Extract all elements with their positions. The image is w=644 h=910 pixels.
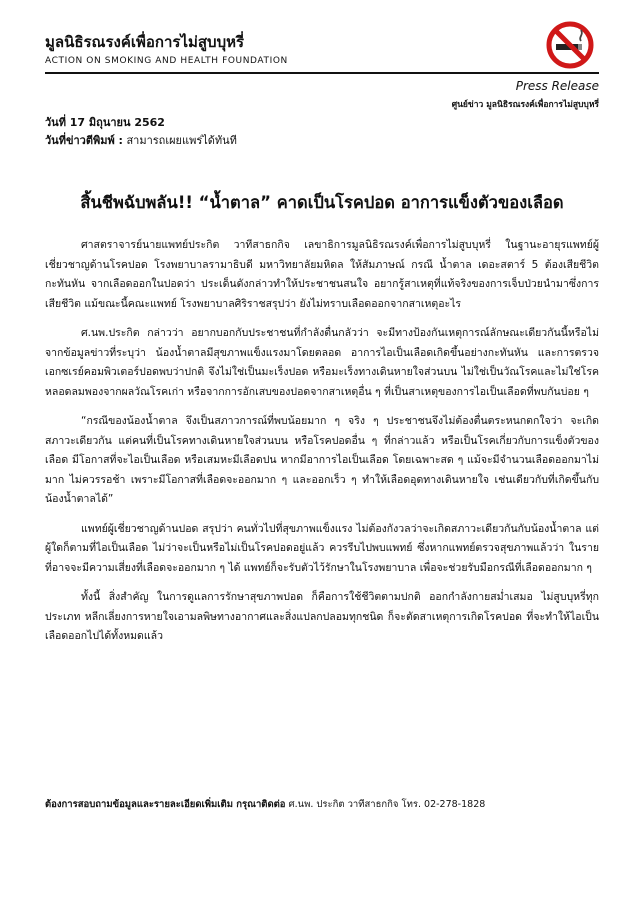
no-smoking-icon	[545, 20, 595, 70]
contact-value: ศ.นพ. ประกิต วาทีสาธกกิจ โทร. 02-278-1828	[288, 799, 486, 810]
publish-date-label: วันที่ข่าวตีพิมพ์ :	[45, 134, 123, 147]
headline: สิ้นชีพฉับพลัน!! “น้ำตาล” คาดเป็นโรคปอด อาการแข็งตัวของเลือด	[80, 193, 564, 212]
contact-line	[45, 797, 604, 812]
press-release-label: Press Release	[515, 79, 599, 93]
contact-label: ต้องการสอบถามข้อมูลและรายละเอียดเพิ่มเติม กรุณาติดต่อ	[45, 799, 286, 810]
paragraph: ศ.นพ.ประกิต กล่าวว่า อยากบอกกับประชาชนที่กำลังตื่นกลัวว่า จะมีทางป้องกันเหตุการณ์ลักษณะเดียวกันนี้หรือไม่ จากข้อมูลข่าวที่ระบุว่า น้องน้ำตาลมีสุขภาพแข็งแรงมาโดยตลอด อาการไอเป็นเลือดเกิดขึ้นอย่างกะทันหัน และการตรวจเอกซเรย์คอมพิวเตอร์ปอดพบว่าปกติ จึงไม่ใช่เป็นมะเร็งปอด หรือมะเร็งทางเดินหายใจส่วนบน ไม่ใช่เป็นวัณโรคและไม่ใช่โรคหลอดลมพองจากผลวัณโรคเก่า หรือจากการอักเสบของปอดจากสาเหตุอื่น ๆ ที่เป็นสาเหตุของการไอเป็นเลือดที่พบกันบ่อย ๆ	[45, 327, 599, 398]
paragraph: ศาสตราจารย์นายแพทย์ประกิต วาทีสาธกกิจ เลขาธิการมูลนิธิรณรงค์เพื่อการไม่สูบบุหรี่ ในฐานะอายุรแพทย์ผู้เชี่ยวชาญด้านโรคปอด โรงพยาบาลรามาธิบดี มหาวิทยาลัยมหิดล ให้สัมภาษณ์ กรณี น้ำตาล เดอะสตาร์ 5 ต้องเสียชีวิตกะทันหัน จากเลือดออกในปอดว่า ประเด็นดังกล่าวทำให้ประชาชนสนใจ อยากรู้สาเหตุที่แท้จริงของการเจ็บป่วยนำมาซึ่งการเสียชีวิต แม้ขณะนี้คณะแพทย์ โรงพยาบาลศิริราชสรุปว่า ยังไม่ทราบเลือดออกจากสาเหตุอะไร	[45, 239, 599, 310]
paragraph: แพทย์ผู้เชี่ยวชาญด้านปอด สรุปว่า คนทั่วไปที่สุขภาพแข็งแรง ไม่ต้องกังวลว่าจะเกิดสภาวะเดียวกันกับน้องน้ำตาล แต่ผู้ใดก็ตามที่ไอเป็นเลือด ไม่ว่าจะเป็นหรือไม่เป็นโรคปอดอยู่แล้ว ควรรีบไปพบแพทย์ ซึ่งหากแพทย์ตรวจสุขภาพแล้วว่า ในรายที่อาจจะมีความเสี่ยงที่เลือดจะออกมาก ๆ ได้ แพทย์ก็จะรับตัวไว้รักษาในโรงพยาบาล เพื่อจะช่วยรับมือกรณีที่เลือดออกมาก ๆ	[45, 522, 599, 574]
paragraph: “กรณีของน้องน้ำตาล จึงเป็นสภาวการณ์ที่พบน้อยมาก ๆ จริง ๆ ประชาชนจึงไม่ต้องตื่นตระหนกตกใจว่า จะเกิดสภาวะเดียวกัน แต่คนที่เป็นโรคทางเดินหายใจส่วนบน หรือโรคปอดอื่น ๆ ที่กล่าวแล้ว หรือเป็นโรคเกี่ยวกับการแข็งตัวของเลือด มีโอกาสที่จะไอเป็นเลือด หรือเสมหะมีเลือดปน หากมีอาการไอเป็นเลือด โดยเฉพาะสด ๆ แม้จะมีจำนวนเลือดออกมาไม่มาก ไม่ควรรอช้า เพราะมีโอกาสที่เลือดจะออกมาก ๆ และออกเร็ว ๆ ทำให้เลือดอุดทางเดินหายใจ เช่นเดียวกับที่เกิดขึ้นกับน้องน้ำตาลได้”	[45, 415, 599, 505]
paragraph: ทั้งนี้ สิ่งสำคัญ ในการดูแลการรักษาสุขภาพปอด ก็คือการใช้ชีวิตตามปกติ ออกกำลังกายสม่ำเสมอ ไม่สูบบุหรี่ทุกประเภท หลีกเลี่ยงการหายใจเอามลพิษทางอากาศและสิ่งแปลกปลอมทุกชนิด ก็จะตัดสาเหตุการเกิดโรคปอด ที่จะทำให้ไอเป็นเลือดออกไปได้ทั้งหมดแล้ว	[45, 591, 599, 642]
header-divider	[45, 72, 599, 74]
press-source-label: ศูนย์ข่าว มูลนิธิรณรงค์เพื่อการไม่สูบบุหรี่	[451, 100, 599, 110]
org-name-english: ACTION ON SMOKING AND HEALTH FOUNDATION	[45, 56, 288, 66]
org-name-thai: มูลนิธิรณรงค์เพื่อการไม่สูบบุหรี่	[45, 33, 245, 51]
release-date: วันที่ 17 มิถุนายน 2562	[45, 116, 165, 129]
publish-date-line	[45, 131, 237, 149]
publish-date-value: สามารถเผยแพร่ได้ทันที	[126, 134, 237, 147]
article-body	[45, 236, 599, 657]
